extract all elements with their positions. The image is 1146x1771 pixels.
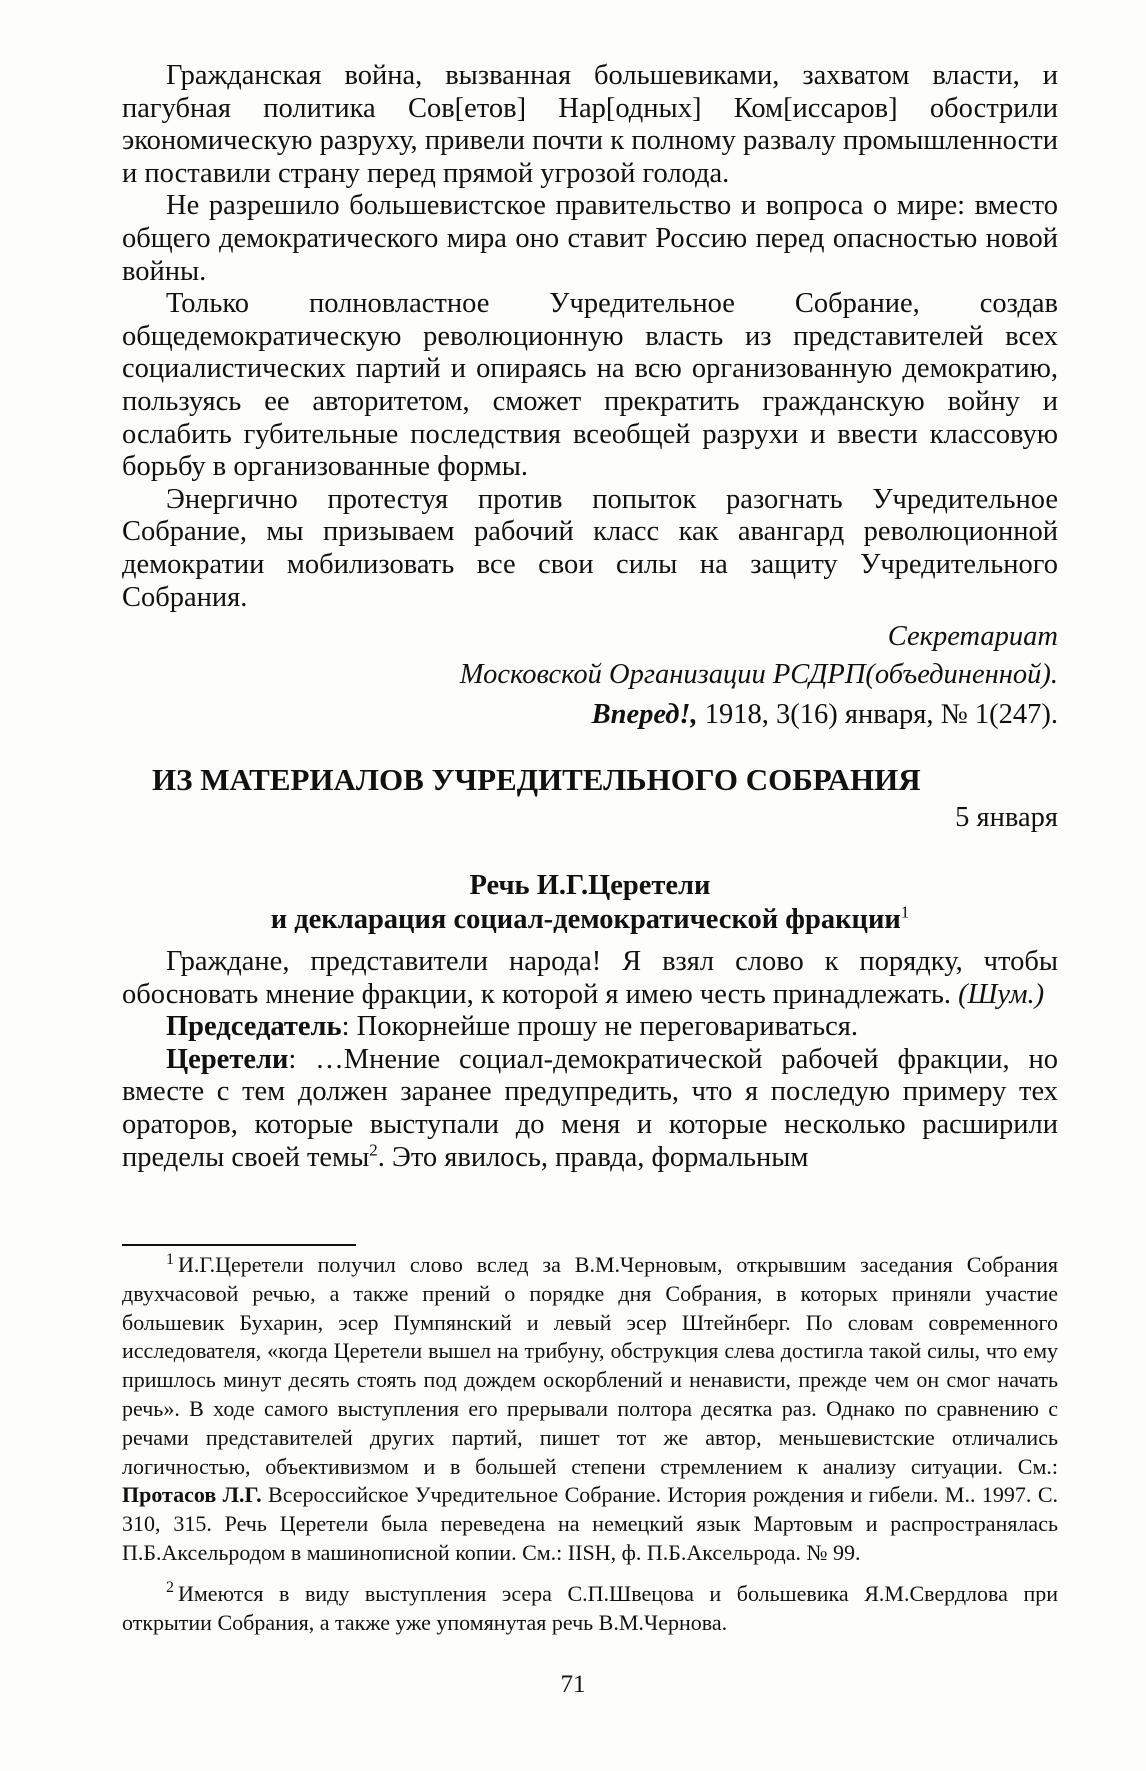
footnote-divider <box>122 1244 356 1246</box>
section-date: 5 января <box>955 802 1058 834</box>
body-paragraph-1: Гражданская война, вызванная большевиками, захватом власти, и пагубная политика Сов[етов] Нар[одных] Ком[иссаров] обострили экономическую разруху, привели почти к полному развалу промышленности и поставили страну перед прямой угрозой голода. <box>122 60 1058 189</box>
body-paragraph-2: Не разрешило большевистское правительство и вопроса о мире: вместо общего демократического мира оно ставит Россию перед опасностью новой войны. <box>122 190 1058 287</box>
speech-paragraph-1 <box>122 946 1058 1011</box>
speaker-chair: Председатель <box>166 1011 342 1043</box>
speech-title: Речь И.Г.Церетели <box>469 870 711 902</box>
speech-remark: (Шум.) <box>958 978 1045 1010</box>
footnote-1-text-b: Всероссийское Учредительное Собрание. История рождения и гибели. М.. 1997. С. 310, 315. Речь Церетели была переведена на немецкий язык Мартовым и распространялась П.Б.Аксельродом в машинописной копии. См.: IISH, ф. П.Б.Аксельрода. № 99. <box>122 1482 1058 1565</box>
footnote-1-author: Протасов Л.Г. <box>122 1482 262 1508</box>
speech-subtitle-text: и декларация социал-демократической фракции <box>270 904 901 936</box>
body-paragraph-3: Только полновластное Учредительное Собрание, создав общедемократическую революционную власть из представителей всех социалистических партий и опираясь на всю организованную демократию, пользуясь ее авторитетом, сможет прекратить гражданскую войну и ослабить губительные последствия всеобщей разрухи и ввести классовую борьбу в организованные формы. <box>122 288 1058 483</box>
main-text-column <box>122 60 1058 1174</box>
signature-line-2: Московской Организации РСДРП(объединенной). <box>459 659 1058 691</box>
footnote-ref-2: 2 <box>369 1140 378 1160</box>
signature-line-1: Секретариат <box>887 621 1058 653</box>
source-citation <box>122 698 1058 732</box>
chair-paragraph <box>122 1011 1058 1044</box>
footnote-1-number: 1 <box>166 1250 174 1268</box>
tsereteli-text: : …Мнение социал-демократической рабочей фракции, но вместе с тем должен заранее предупредить, что я последую примеру тех ораторов, которые выступали до меня и которые несколько расширили пределы своей темы <box>122 1043 1058 1173</box>
source-details: 1918, 3(16) января, № 1(247). <box>697 699 1058 731</box>
speaker-tsereteli: Церетели <box>166 1043 289 1075</box>
footnote-1 <box>122 1251 1058 1568</box>
speech-paragraph-1-text: Граждане, представители народа! Я взял слово к порядку, чтобы обосновать мнение фракции, к которой я имею честь принадлежать. <box>122 946 1058 1010</box>
footnote-2-text: Имеются в виду выступления эсера С.П.Швецова и большевика Я.М.Свердлова при открытии Собрания, а также уже упомянутая речь В.М.Чернова. <box>122 1580 1058 1635</box>
tsereteli-tail: . Это явилось, правда, формальным <box>377 1141 809 1173</box>
chair-text: : Покорнейше прошу не переговариваться. <box>341 1011 858 1043</box>
footnote-2 <box>122 1580 1058 1638</box>
source-paper-title: Вперед!, <box>591 699 698 731</box>
footnote-ref-1: 1 <box>900 902 910 922</box>
body-paragraph-4: Энергично протестуя против попыток разогнать Учредительное Собрание, мы призываем рабочий класс как авангард революционной демократии мобилизовать все свои силы на защиту Учредительного Собрания. <box>122 483 1058 613</box>
speech-subtitle <box>122 904 1058 936</box>
footnote-2-number: 2 <box>166 1579 174 1597</box>
page-number: 71 <box>560 1671 586 1698</box>
footnotes <box>122 1251 1058 1637</box>
speech-body <box>122 946 1058 1174</box>
section-title: ИЗ МАТЕРИАЛОВ УЧРЕДИТЕЛЬНОГО СОБРАНИЯ <box>152 762 921 798</box>
tsereteli-paragraph <box>122 1044 1058 1174</box>
footnote-1-text-a: И.Г.Церетели получил слово вслед за В.М.Черновым, открывшим заседания Собрания двухчасовой речью, а также прений о порядке дня Собрания, в которых приняли участие большевик Бухарин, эсер Пумпянский и левый эсер Штейнберг. По словам современного исследователя, «когда Церетели вышел на трибуну, обструкция слева достигла такой силы, что ему пришлось минут десять стоять под дождем оскорблений и ненависти, прежде чем он смог начать речь». В ходе самого выступления его прерывали полтора десятка раз. Однако по сравнению с речами представителей других партий, пишет тот же автор, меньшевистские отличались логичностью, объективизмом и в большей степени стремлением к анализу ситуации. См.: <box>122 1252 1058 1479</box>
